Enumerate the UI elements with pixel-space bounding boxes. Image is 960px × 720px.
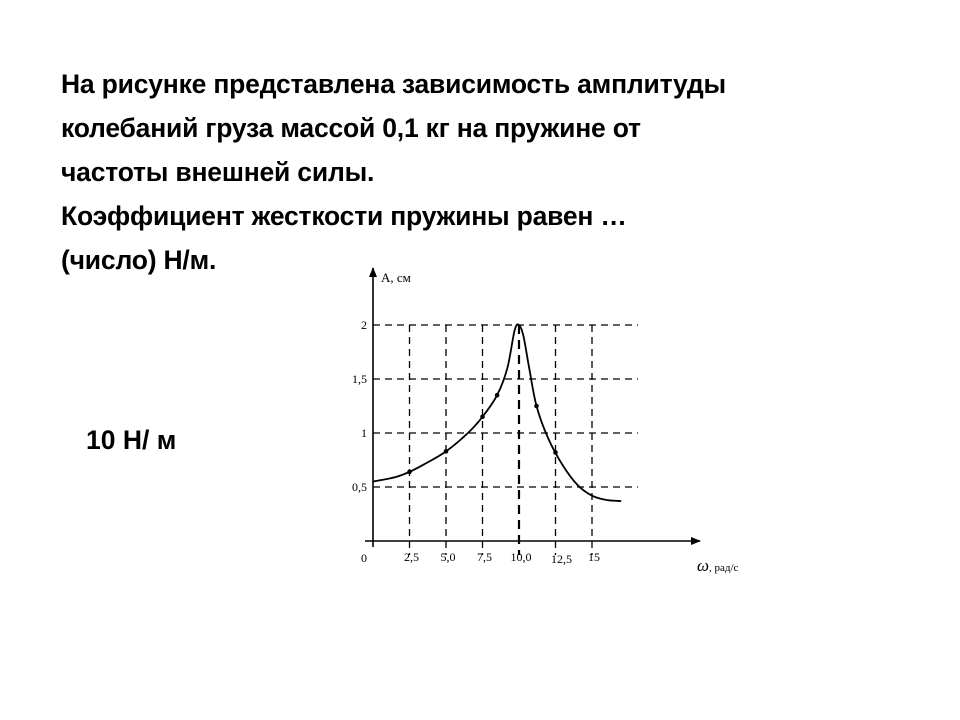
x-tick-label: 2,5	[404, 550, 419, 564]
data-point	[407, 470, 412, 475]
amplitude-curve	[373, 324, 621, 501]
x-tick-label: 12,5	[551, 552, 572, 566]
omega-symbol: ω	[697, 556, 710, 575]
question-line: (число) Н/м.	[61, 245, 217, 275]
question-line: колебаний груза массой 0,1 кг на пружине от	[61, 113, 641, 143]
x-tick-label: 10,0	[510, 550, 532, 564]
data-point	[553, 450, 558, 455]
question-line: На рисунке представлена зависимость амплитуды	[61, 69, 726, 99]
data-point	[495, 393, 500, 398]
x-axis-unit: , рад/с	[709, 562, 739, 574]
data-point	[444, 449, 449, 454]
data-point	[534, 404, 539, 409]
grid	[373, 325, 638, 555]
y-axis-label: A, см	[381, 270, 411, 285]
answer-text: 10 Н/ м	[86, 425, 177, 455]
x-axis-label	[697, 556, 739, 575]
question-line: частоты внешней силы.	[61, 157, 375, 187]
y-tick-label: 1	[361, 426, 367, 440]
data-point	[480, 415, 485, 420]
x-tick-label: 7,5	[477, 550, 492, 564]
question-line: Коэффициент жесткости пружины равен …	[61, 201, 627, 231]
y-tick-label: 0,5	[352, 480, 367, 494]
origin-label: 0	[361, 551, 367, 565]
tick-labels	[352, 318, 600, 566]
x-tick-label: 15	[588, 550, 600, 564]
y-tick-label: 1,5	[352, 372, 367, 386]
y-tick-label: 2	[361, 318, 367, 332]
x-tick-label: 5,0	[440, 550, 456, 564]
